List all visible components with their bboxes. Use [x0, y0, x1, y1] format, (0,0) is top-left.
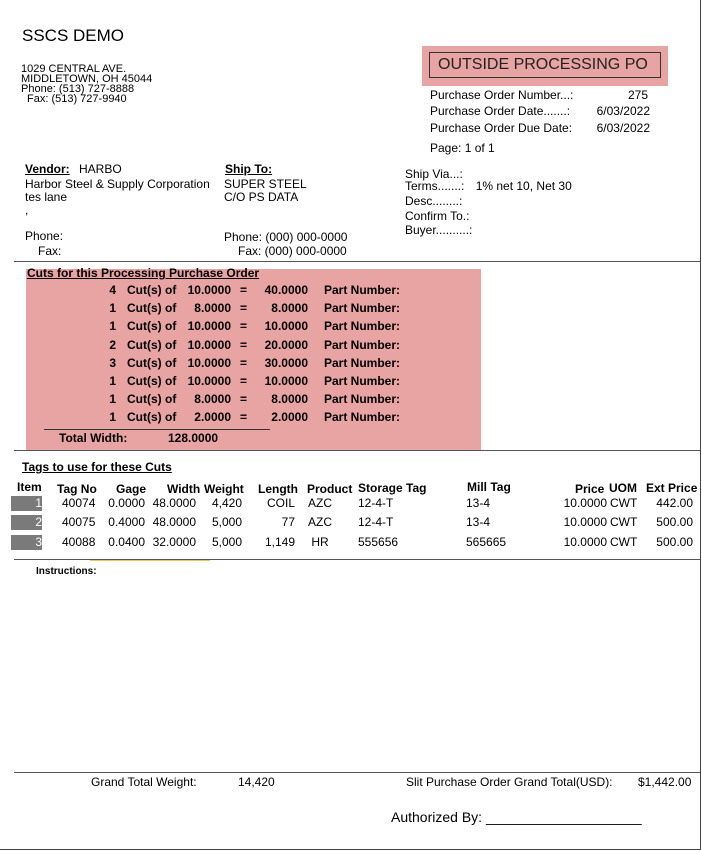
cut-part-label: Part Number:	[324, 319, 401, 334]
cut-total: 20.0000	[264, 337, 308, 352]
col-product: Product	[307, 482, 353, 496]
grand-total-label: Slit Purchase Order Grand Total(USD):	[406, 775, 613, 789]
po-date-row	[430, 104, 650, 118]
grand-weight-label: Grand Total Weight:	[91, 775, 197, 789]
po-due: 6/03/2022	[596, 121, 650, 135]
cuts-title: Cuts for this Processing Purchase Order	[27, 266, 260, 280]
company-name: SSCS DEMO	[22, 26, 125, 45]
ship-to-line1: SUPER STEEL	[224, 177, 307, 191]
instructions-label: Instructions:	[36, 566, 97, 577]
cut-part-label: Part Number:	[324, 337, 401, 352]
cut-width: 2.0000	[194, 410, 231, 425]
col-width: Width	[167, 482, 201, 496]
width: 48.0000	[152, 496, 196, 510]
cut-width: 10.0000	[187, 337, 231, 352]
cut-row	[26, 338, 481, 356]
product: HR	[311, 535, 329, 549]
authorized-by: Authorized By: ____________________	[391, 809, 642, 825]
cut-width: 8.0000	[194, 301, 231, 316]
cut-row	[26, 392, 481, 410]
ship-to-fax: Fax: (000) 000-0000	[238, 244, 347, 258]
cut-equals: =	[240, 319, 248, 334]
width: 48.0000	[152, 515, 196, 529]
cut-width: 8.0000	[194, 392, 231, 407]
gage: 0.0400	[108, 535, 145, 549]
cut-total: 8.0000	[271, 301, 308, 316]
uom: CWT	[610, 535, 638, 549]
grand-total: $1,442.00	[638, 775, 692, 789]
po-date-label: Purchase Order Date.......:	[430, 104, 571, 118]
cut-width: 10.0000	[187, 374, 231, 388]
cut-qty: 1	[109, 374, 116, 388]
mill-tag: 565665	[466, 535, 507, 549]
total-width-label: Total Width:	[59, 431, 128, 445]
weight: 5,000	[211, 535, 242, 549]
tag-no: 40075	[62, 515, 96, 529]
cut-unit-label: Cut(s) of	[127, 355, 177, 370]
ext-price: 500.00	[656, 515, 693, 529]
company-phone: Phone: (513) 727-8888	[21, 83, 135, 95]
divider-line	[14, 450, 700, 451]
cut-unit-label: Cut(s) of	[127, 410, 177, 425]
po-number: 275	[627, 88, 648, 102]
storage-tag: 12-4-T	[358, 496, 394, 510]
col-ext-price: Ext Price	[646, 481, 698, 495]
col-mill-tag: Mill Tag	[467, 480, 511, 494]
gage: 0.4000	[108, 515, 145, 529]
grand-weight: 14,420	[238, 775, 275, 789]
po-date: 6/03/2022	[596, 104, 650, 118]
cut-qty: 3	[109, 355, 116, 370]
length: COIL	[266, 496, 295, 510]
price: 10.0000	[563, 496, 607, 510]
vendor-label: Vendor:	[25, 162, 70, 176]
cut-width: 10.0000	[187, 283, 231, 297]
ship-via-label: Ship Via...:	[405, 167, 463, 181]
col-length: Length	[258, 482, 298, 496]
cut-equals: =	[240, 337, 248, 352]
cut-equals: =	[240, 392, 248, 407]
cut-equals: =	[240, 355, 248, 370]
terms-label: Terms.......:	[405, 179, 465, 193]
cuts-total-line	[44, 429, 270, 430]
cut-part-label: Part Number:	[324, 301, 401, 316]
highlight-mark	[90, 560, 210, 561]
cut-width: 10.0000	[187, 319, 231, 334]
cut-row	[26, 283, 481, 301]
gage: 0.0000	[108, 496, 145, 510]
item-number: 2	[11, 515, 42, 530]
table-row	[0, 515, 700, 533]
price: 10.0000	[563, 535, 607, 549]
ship-to-phone: Phone: (000) 000-0000	[224, 230, 348, 244]
po-title-highlight	[422, 46, 668, 86]
item-number: 1	[11, 496, 42, 511]
cut-total: 2.0000	[271, 410, 308, 425]
cut-qty: 1	[109, 392, 116, 407]
cut-row	[26, 319, 481, 337]
buyer-label: Buyer..........:	[405, 223, 473, 237]
cut-equals: =	[240, 283, 248, 297]
cut-qty: 1	[109, 410, 116, 425]
vendor-header	[25, 162, 122, 176]
cut-unit-label: Cut(s) of	[127, 283, 177, 297]
price: 10.0000	[563, 515, 607, 529]
ship-to-line2: C/O PS DATA	[224, 190, 299, 204]
cut-equals: =	[240, 301, 248, 316]
vendor-fax-label: Fax:	[38, 244, 62, 258]
uom: CWT	[610, 496, 638, 510]
cut-unit-label: Cut(s) of	[127, 319, 177, 334]
uom: CWT	[610, 515, 638, 529]
company-address	[21, 64, 152, 104]
cut-total: 40.0000	[264, 283, 308, 297]
po-number-label: Purchase Order Number...:	[430, 88, 574, 102]
divider-line	[14, 772, 700, 773]
cut-part-label: Part Number:	[324, 374, 401, 388]
cut-row	[26, 374, 481, 392]
tag-no: 40074	[62, 496, 96, 510]
col-storage-tag: Storage Tag	[358, 481, 427, 495]
weight: 4,420	[211, 496, 242, 510]
cut-qty: 1	[109, 319, 116, 334]
ship-to-label: Ship To:	[225, 162, 273, 176]
cut-qty: 4	[109, 283, 116, 297]
confirm-label: Confirm To.:	[405, 209, 470, 223]
cut-total: 30.0000	[264, 355, 308, 370]
po-due-label: Purchase Order Due Date:	[430, 121, 573, 135]
item-number: 3	[11, 535, 42, 550]
width: 32.0000	[152, 535, 196, 549]
weight: 5,000	[211, 515, 242, 529]
desc-label: Desc........:	[405, 194, 463, 208]
cut-part-label: Part Number:	[324, 355, 401, 370]
col-item: Item	[17, 480, 42, 494]
cuts-section	[26, 266, 481, 450]
cut-total: 8.0000	[271, 392, 308, 407]
table-row	[0, 535, 700, 553]
tags-title: Tags to use for these Cuts	[22, 460, 172, 474]
company-fax: Fax: (513) 727-9940	[27, 93, 127, 105]
mill-tag: 13-4	[466, 515, 491, 529]
cut-equals: =	[240, 374, 248, 388]
po-number-row	[430, 88, 650, 102]
vendor-phone-label: Phone:	[25, 229, 64, 243]
storage-tag: 12-4-T	[358, 515, 394, 529]
total-width-value: 128.0000	[168, 431, 219, 445]
cut-unit-label: Cut(s) of	[127, 301, 177, 316]
storage-tag: 555656	[358, 535, 399, 549]
address-line1: 1029 CENTRAL AVE.	[21, 63, 127, 75]
cut-unit-label: Cut(s) of	[127, 392, 177, 407]
terms-row	[405, 179, 572, 193]
vendor-code: HARBO	[79, 162, 122, 176]
ext-price: 500.00	[656, 535, 693, 549]
cut-row	[26, 356, 481, 374]
length: 77	[281, 515, 295, 529]
col-weight: Weight	[204, 482, 244, 496]
tag-no: 40088	[62, 535, 96, 549]
col-price: Price	[575, 482, 605, 496]
cut-row	[26, 301, 481, 319]
cut-qty: 1	[109, 301, 116, 316]
ext-price: 442.00	[656, 496, 693, 510]
product: AZC	[308, 515, 332, 529]
cut-unit-label: Cut(s) of	[127, 337, 177, 352]
cut-total: 10.0000	[264, 319, 308, 334]
product: AZC	[308, 496, 332, 510]
po-title: OUTSIDE PROCESSING PO	[429, 52, 661, 78]
cut-unit-label: Cut(s) of	[127, 374, 177, 388]
vendor-name: Harbor Steel & Supply Corporation	[25, 177, 210, 191]
table-row	[0, 496, 700, 514]
divider-line	[14, 261, 700, 262]
terms-value: 1% net 10, Net 30	[475, 179, 572, 193]
cut-qty: 2	[109, 337, 116, 352]
cut-width: 10.0000	[187, 355, 231, 370]
page-number: Page: 1 of 1	[430, 141, 495, 155]
cut-total: 10.0000	[264, 374, 308, 388]
cut-part-label: Part Number:	[324, 283, 401, 297]
mill-tag: 13-4	[466, 496, 491, 510]
vendor-address: tes lane	[25, 190, 68, 204]
po-due-row	[430, 121, 650, 135]
cut-part-label: Part Number:	[324, 410, 401, 425]
col-tag-no: Tag No	[57, 482, 97, 496]
col-uom: UOM	[609, 481, 637, 495]
vendor-city: ,	[25, 203, 29, 217]
cut-row	[26, 410, 481, 428]
address-line2: MIDDLETOWN, OH 45044	[21, 73, 153, 85]
col-gage: Gage	[116, 482, 147, 496]
length: 1,149	[264, 535, 295, 549]
cut-part-label: Part Number:	[324, 392, 401, 407]
cut-equals: =	[240, 410, 248, 425]
